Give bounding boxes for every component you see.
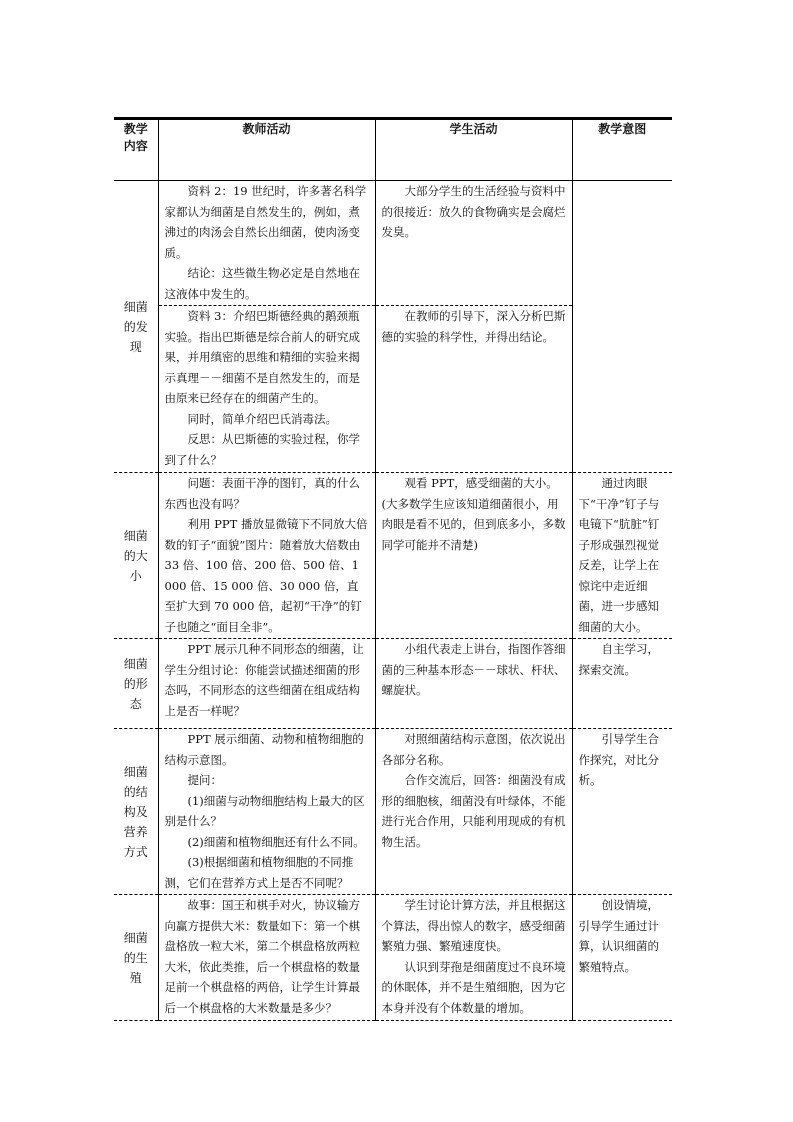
teacher-part-a xyxy=(159,181,375,305)
paragraph: 利用 PPT 播放显微镜下不同放大倍数的钉子“面貌”图片：随着放大倍数由 33 倍、100 倍、200 倍、500 倍、1 000 倍、15 000 倍、30 000 倍，直至扩大到 70 000 倍，起初“干净”的钉子也随之“面目全非”。 xyxy=(164,517,368,634)
topic-label: 细菌 的发 现 xyxy=(123,299,148,354)
paragraph: (2)细菌和植物细胞还有什么不同。 xyxy=(187,834,365,849)
header-content xyxy=(114,119,158,181)
intent-cell xyxy=(572,729,672,895)
paragraph: 对照细菌结构示意图，依次说出各部分名称。 xyxy=(381,732,566,767)
student-part-b xyxy=(376,305,572,347)
paragraph: 提问： xyxy=(187,773,222,787)
header-student-activity: 学生活动 xyxy=(375,119,572,181)
topic-label: 细菌 的形 态 xyxy=(123,656,148,711)
teacher-activity-cell xyxy=(158,181,375,473)
paragraph: 在教师的引导下，深入分析巴斯德的实验的科学性，并得出结论。 xyxy=(381,309,566,344)
intent-cell xyxy=(572,639,672,729)
paragraph: 认识到芽孢是细菌度过不良环境的休眠体，并不是生殖细胞，因为它本身并没有个体数量的增加。 xyxy=(381,959,566,1015)
paragraph: 学生讨论计算方法，并且根据这个算法，得出惊人的数字，感受细菌繁殖力强、繁殖速度快。 xyxy=(381,898,566,953)
section-discovery xyxy=(114,181,672,473)
topic-cell xyxy=(114,473,158,639)
topic-label: 细菌 的结 构及 营养 方式 xyxy=(123,764,148,859)
table-header-row xyxy=(114,119,672,181)
paragraph: 同时，简单介绍巴氏消毒法。 xyxy=(187,411,337,426)
paragraph: PPT 展示细菌、动物和植物细胞的结构示意图。 xyxy=(164,732,364,767)
paragraph: 通过肉眼下“干净”钉子与电镜下“肮脏”钉子形成强烈视觉反差，让学上在惊诧中走近细菌，进一步感知细菌的大小。 xyxy=(578,476,660,634)
intent-cell xyxy=(572,181,672,473)
paragraph: 小组代表走上讲台，指图作答细菌的三种基本形态－－球状、杆状、螺旋状。 xyxy=(381,642,566,697)
topic-cell xyxy=(114,181,158,473)
paragraph: 观看 PPT，感受细菌的大小。(大多数学生应该知道细菌很小，用肉眼是看不见的，但到底多小，多数同学可能并不清楚) xyxy=(381,476,566,552)
paragraph: 故事：国王和棋手对火，协议输方向赢方提供大米：数量如下：第一个棋盘格放一粒大米，第二个棋盘格放两粒大米，依此类推，后一个棋盘格的数量足前一个棋盘格的两倍，让学生计算最后一个棋盘格的大米数量是多少？ xyxy=(164,898,360,1015)
teacher-activity-cell xyxy=(158,639,375,729)
paragraph: 资料 2：19 世纪时，许多著名科学家都认为细菌是自然发生的，例如，煮沸过的肉汤会自然长出细菌，使肉汤变质。 xyxy=(164,184,367,260)
student-activity-cell xyxy=(375,639,572,729)
topic-cell xyxy=(114,639,158,729)
intent-cell xyxy=(572,895,672,1021)
paragraph: 反思：从巴斯德的实验过程，你学到了什么？ xyxy=(164,432,360,467)
section-shape xyxy=(114,639,672,729)
topic-cell xyxy=(114,895,158,1021)
paragraph: 结论：这些微生物必定是自然地在这液体中发生的。 xyxy=(164,266,360,301)
student-activity-cell xyxy=(375,473,572,639)
paragraph: (1)细菌与动物细胞结构上最大的区别是什么？ xyxy=(164,793,365,828)
student-part-a xyxy=(376,181,572,305)
paragraph: 资料 3：介绍巴斯德经典的鹅颈瓶实验。指出巴斯德是综合前人的研究成果，并用缜密的思维和精细的实验来揭示真理－－细菌不是自然发生的，而是由原来已经存在的细菌产生的。 xyxy=(164,309,360,405)
student-activity-cell xyxy=(375,181,572,473)
teacher-activity-cell xyxy=(158,473,375,639)
paragraph: 问题：表面干净的图钉，真的什么东西也没有吗？ xyxy=(164,476,360,511)
lesson-plan-table xyxy=(114,117,672,1021)
header-teaching-intent: 教学意图 xyxy=(572,119,672,181)
paragraph: 大部分学生的生活经验与资料中的很接近：放久的食物确实是会腐烂发臭。 xyxy=(381,184,566,239)
intent-cell xyxy=(572,473,672,639)
header-teacher-activity: 教师活动 xyxy=(158,119,375,181)
paragraph: (3)根据细菌和植物细胞的不同推测，它们在营养方式上是否不同呢？ xyxy=(164,855,354,890)
section-reproduction xyxy=(114,895,672,1021)
paragraph: 引导学生合作探究，对比分析。 xyxy=(578,732,659,787)
topic-label: 细菌 的生 殖 xyxy=(123,930,148,985)
topic-cell xyxy=(114,729,158,895)
student-activity-cell xyxy=(375,895,572,1021)
paragraph: 自主学习，探索交流。 xyxy=(578,642,659,677)
paragraph: PPT 展示几种不同形态的细菌，让学生分组讨论：你能尝试描述细菌的形态吗，不同形态的这些细菌在组成结构上是否一样呢？ xyxy=(164,642,364,718)
teacher-part-b xyxy=(159,305,375,470)
header-content-label: 教学 内容 xyxy=(123,122,148,153)
teacher-activity-cell xyxy=(158,729,375,895)
paragraph: 合作交流后，回答：细菌没有成形的细胞核，细菌没有叶绿体，不能进行光合作用，只能利用现成的有机物生活。 xyxy=(381,773,566,849)
student-activity-cell xyxy=(375,729,572,895)
teacher-activity-cell xyxy=(158,895,375,1021)
section-structure xyxy=(114,729,672,895)
topic-label: 细菌 的大 小 xyxy=(123,528,148,583)
paragraph: 创设情境，引导学生通过计算，认识细菌的繁殖特点。 xyxy=(578,898,659,974)
section-size xyxy=(114,473,672,639)
